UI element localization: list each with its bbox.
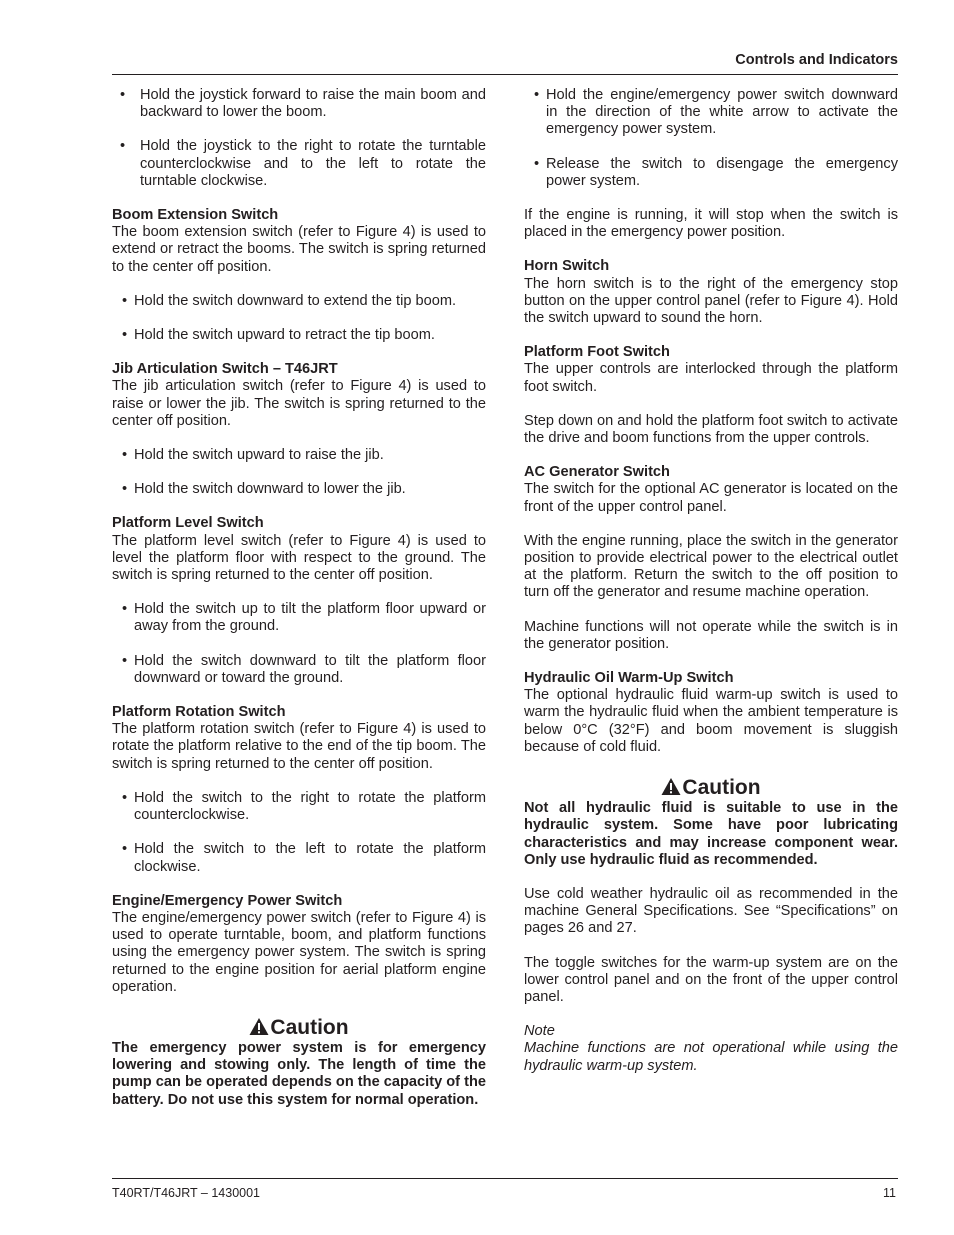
paragraph: The optional hydraulic fluid warm-up switch is used to warm the hydraulic fluid when the ambient temperature is below 0°C (32°F) and boom movement is sluggish because of cold fluid. [524, 687, 898, 755]
list-item: • Release the switch to disengage the emergency power system. [534, 155, 898, 189]
warning-icon [661, 777, 681, 796]
page-number: 11 [883, 1186, 896, 1200]
paragraph: The switch for the optional AC generator is located on the front of the upper control panel. [524, 481, 898, 515]
list-item: • Hold the joystick forward to raise the main boom and backward to lower the boom. [120, 87, 486, 121]
caution-text: Not all hydraulic fluid is suitable to use in the hydraulic system. Some have poor lubricating characteristics and may increase component wear. Only use hydraulic fluid as recommended. [524, 800, 898, 868]
paragraph: The toggle switches for the warm-up system are on the lower control panel and on the front of the upper control panel. [524, 954, 898, 1005]
warning-icon [249, 1017, 269, 1036]
section-heading: Hydraulic Oil Warm-Up Switch [524, 670, 734, 687]
list-item: • Hold the switch downward to extend the tip boom. [122, 292, 457, 309]
section-heading: Jib Articulation Switch – T46JRT [112, 361, 338, 378]
list-item: • Hold the switch downward to tilt the platform floor downward or toward the ground. [122, 652, 486, 686]
paragraph: The upper controls are interlocked through the platform foot switch. [524, 361, 898, 395]
caution-text: The emergency power system is for emergency lowering and stowing only. The length of time the pump can be operated depends on the capacity of the battery. Do not use this system for normal operation. [112, 1039, 486, 1108]
list-item: • Hold the switch upward to retract the tip boom. [122, 327, 435, 344]
section-heading: Platform Level Switch [112, 515, 264, 532]
paragraph: The platform rotation switch (refer to Figure 4) is used to rotate the platform relative to the end of the tip boom. The switch is spring returned to the center off position. [112, 721, 486, 772]
document-id: T40RT/T46JRT – 1430001 [112, 1186, 261, 1200]
note-label: Note [524, 1023, 555, 1040]
section-heading: Boom Extension Switch [112, 207, 279, 224]
left-column [112, 87, 486, 1126]
list-item: • Hold the switch up to tilt the platform floor upward or away from the ground. [122, 601, 486, 635]
section-heading: Platform Foot Switch [524, 344, 670, 361]
paragraph: The jib articulation switch (refer to Figure 4) is used to raise or lower the jib. The switch is spring returned to the center off position. [112, 378, 486, 429]
jib-section [112, 361, 486, 430]
section-title: Controls and Indicators [735, 52, 898, 68]
paragraph: The engine/emergency power switch (refer to Figure 4) is used to operate turntable, boom, and platform functions using the emergency power system. The switch is spring returned to the engine position for aerial platform engine operation. [112, 909, 486, 995]
header-rule [112, 74, 898, 75]
section-heading: Platform Rotation Switch [112, 704, 286, 721]
paragraph: The platform level switch (refer to Figure 4) is used to level the platform floor with respect to the ground. The switch is spring returned to the center off position. [112, 532, 486, 584]
paragraph: Machine functions will not operate while the switch is in the generator position. [524, 618, 898, 652]
platform-rotation-section [112, 704, 486, 773]
ac-generator-section [524, 464, 898, 516]
paragraph: With the engine running, place the switch in the generator position to provide electrical power to the electrical outlet at the platform. Return the switch to the off position to turn off the generator and resume machine operation. [524, 532, 898, 601]
paragraph: Use cold weather hydraulic oil as recommended in the machine General Specifications. See “Specifications” on pages 26 and 27. [524, 885, 898, 937]
paragraph: The horn switch is to the right of the emergency stop button on the upper control panel (refer to Figure 4). Hold the switch upward to sound the horn. [524, 275, 898, 327]
boom-extension-section [112, 207, 486, 276]
list-item: • Hold the switch to the right to rotate the platform counterclockwise. [122, 789, 486, 824]
paragraph: If the engine is running, it will stop when the switch is placed in the emergency power position. [524, 207, 898, 241]
note [524, 1023, 898, 1075]
list-item: • Hold the joystick to the right to rotate the turntable counterclockwise and to the left to rotate the turntable clockwise. [120, 138, 486, 189]
list-item: • Hold the switch downward to lower the jib. [122, 481, 406, 498]
foot-switch-section [524, 344, 898, 396]
paragraph: The boom extension switch (refer to Figure 4) is used to extend or retract the booms. The switch is spring returned to the center off position. [112, 224, 486, 275]
caution-heading: Caution [112, 1016, 486, 1040]
section-heading: Horn Switch [524, 258, 610, 275]
list-item: • Hold the engine/emergency power switch downward in the direction of the white arrow to activate the emergency power system. [534, 87, 898, 138]
oil-warmup-section [524, 670, 898, 756]
caution-heading: Caution [524, 776, 898, 800]
list-item: • Hold the switch to the left to rotate the platform clockwise. [122, 841, 486, 875]
horn-section [524, 258, 898, 327]
section-heading: Engine/Emergency Power Switch [112, 892, 343, 909]
platform-level-section [112, 515, 486, 584]
note-text: Machine functions are not operational while using the hydraulic warm-up system. [524, 1040, 898, 1074]
paragraph: Step down on and hold the platform foot switch to activate the drive and boom functions from the upper controls. [524, 412, 898, 447]
footer-rule [112, 1178, 898, 1179]
section-heading: AC Generator Switch [524, 464, 670, 481]
right-column [524, 87, 898, 1092]
engine-power-section [112, 893, 486, 996]
list-item: • Hold the switch upward to raise the jib. [122, 447, 384, 464]
